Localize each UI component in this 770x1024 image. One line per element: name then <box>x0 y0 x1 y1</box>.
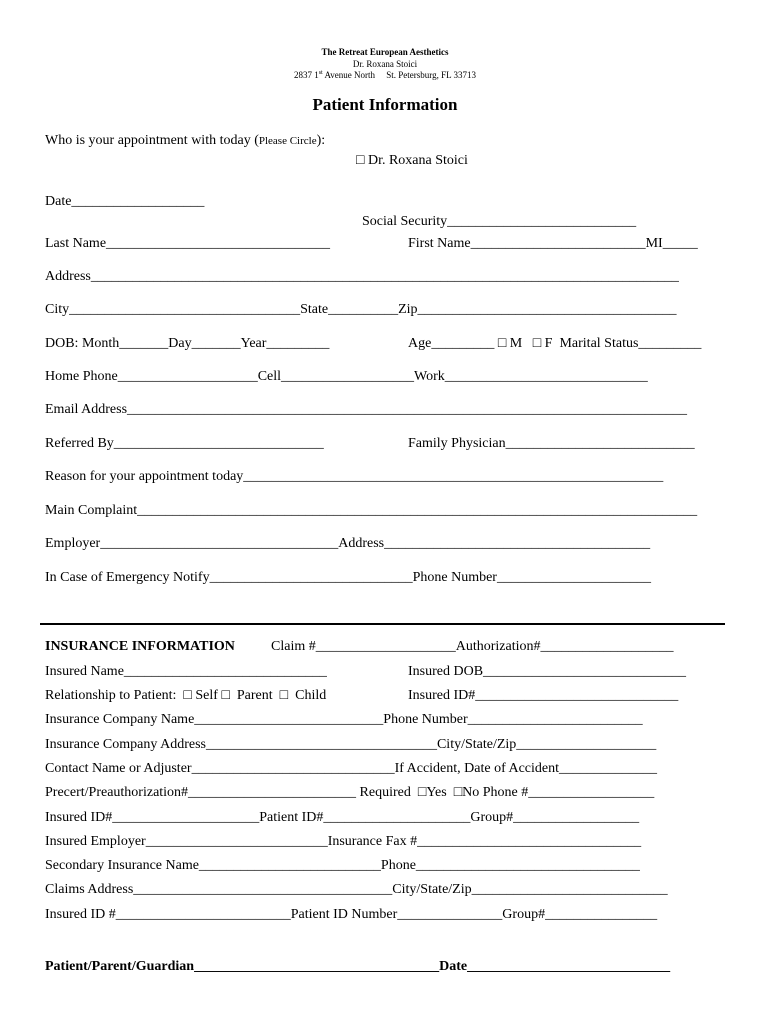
family-physician-field[interactable]: Family Physician___________________________ <box>408 436 695 451</box>
dob-field[interactable]: DOB: Month_______Day_______Year_________ <box>45 336 330 351</box>
last-name-field[interactable]: Last Name________________________________ <box>45 236 331 251</box>
address-number: 2837 1 <box>293 70 319 80</box>
insurance-company-name-field[interactable]: Insurance Company Name___________________________Phone Number_________________________ <box>45 712 643 727</box>
signature-label: Patient/Parent/Guardian <box>45 959 195 974</box>
reason-field[interactable]: Reason for your appointment today____________________________________________________________ <box>45 469 664 484</box>
practice-name: The Retreat European Aesthetics <box>321 47 449 57</box>
precert-field[interactable]: Precert/Preauthorization#________________________ Required □Yes □No Phone #__________________ <box>45 785 655 800</box>
insured-patient-group-ids-field[interactable]: Insured ID#_____________________Patient ID#_____________________Group#__________________ <box>45 810 640 825</box>
signature-date-line[interactable]: _____________________________ <box>467 959 671 974</box>
referred-by-field[interactable]: Referred By______________________________ <box>45 436 324 451</box>
address-superscript: st <box>318 70 323 76</box>
doctor-name: Dr. Roxana Stoici <box>352 59 418 69</box>
age-sex-marital-field[interactable]: Age_________ □ M □ F Marital Status_________ <box>408 336 702 351</box>
signature-line[interactable]: ___________________________________ <box>194 959 440 974</box>
address-rest: Avenue North St. Petersburg, FL 33713 <box>322 70 477 80</box>
question-small: Please Circle <box>258 135 317 147</box>
phones-field[interactable]: Home Phone____________________Cell___________________Work_____________________________ <box>45 369 648 384</box>
employer-field[interactable]: Employer__________________________________Address______________________________________ <box>45 536 651 551</box>
address-field[interactable]: Address____________________________________________________________________________________ <box>45 269 679 284</box>
main-complaint-field[interactable]: Main Complaint________________________________________________________________________________ <box>45 503 698 518</box>
signature-date-label: Date <box>439 959 468 974</box>
practice-address <box>0 70 770 80</box>
insurance-company-address-field[interactable]: Insurance Company Address_________________________________City/State/Zip____________________ <box>45 737 657 752</box>
page-title: Patient Information <box>312 95 458 114</box>
social-security-field[interactable]: Social Security___________________________ <box>362 214 637 229</box>
insured-id-field[interactable]: Insured ID#_____________________________ <box>408 688 679 703</box>
question-start: Who is your appointment with today ( <box>45 133 259 148</box>
claim-authorization-field[interactable]: Claim #____________________Authorization#___________________ <box>271 639 674 654</box>
email-field[interactable]: Email Address________________________________________________________________________________ <box>45 402 688 417</box>
insured-employer-field[interactable]: Insured Employer__________________________Insurance Fax #________________________________ <box>45 834 642 849</box>
insured-id-number-field[interactable]: Insured ID #_________________________Patient ID Number_______________Group#________________ <box>45 907 658 922</box>
insured-dob-field[interactable]: Insured DOB_____________________________ <box>408 664 687 679</box>
contact-adjuster-field[interactable]: Contact Name or Adjuster_____________________________If Accident, Date of Accident______________ <box>45 761 658 776</box>
question-end: ): <box>316 133 326 148</box>
insured-name-field[interactable]: Insured Name_____________________________ <box>45 664 327 679</box>
claims-address-field[interactable]: Claims Address_____________________________________City/State/Zip____________________________ <box>45 882 668 897</box>
first-name-field[interactable]: First Name_________________________MI_____ <box>408 236 698 251</box>
secondary-insurance-field[interactable]: Secondary Insurance Name__________________________Phone________________________________ <box>45 858 640 873</box>
insurance-heading: INSURANCE INFORMATION <box>45 639 235 654</box>
city-state-zip-field[interactable]: City_________________________________State__________Zip_____________________________________ <box>45 302 677 317</box>
relationship-field[interactable]: Relationship to Patient: □ Self □ Parent □ Child <box>45 688 327 703</box>
signature-row <box>45 959 721 975</box>
doctor-option-checkbox[interactable]: □ Dr. Roxana Stoici <box>356 153 468 168</box>
emergency-contact-field[interactable]: In Case of Emergency Notify_____________________________Phone Number______________________ <box>45 570 651 585</box>
appointment-question <box>45 133 325 149</box>
date-field[interactable]: Date___________________ <box>45 194 205 209</box>
section-divider <box>40 623 725 625</box>
